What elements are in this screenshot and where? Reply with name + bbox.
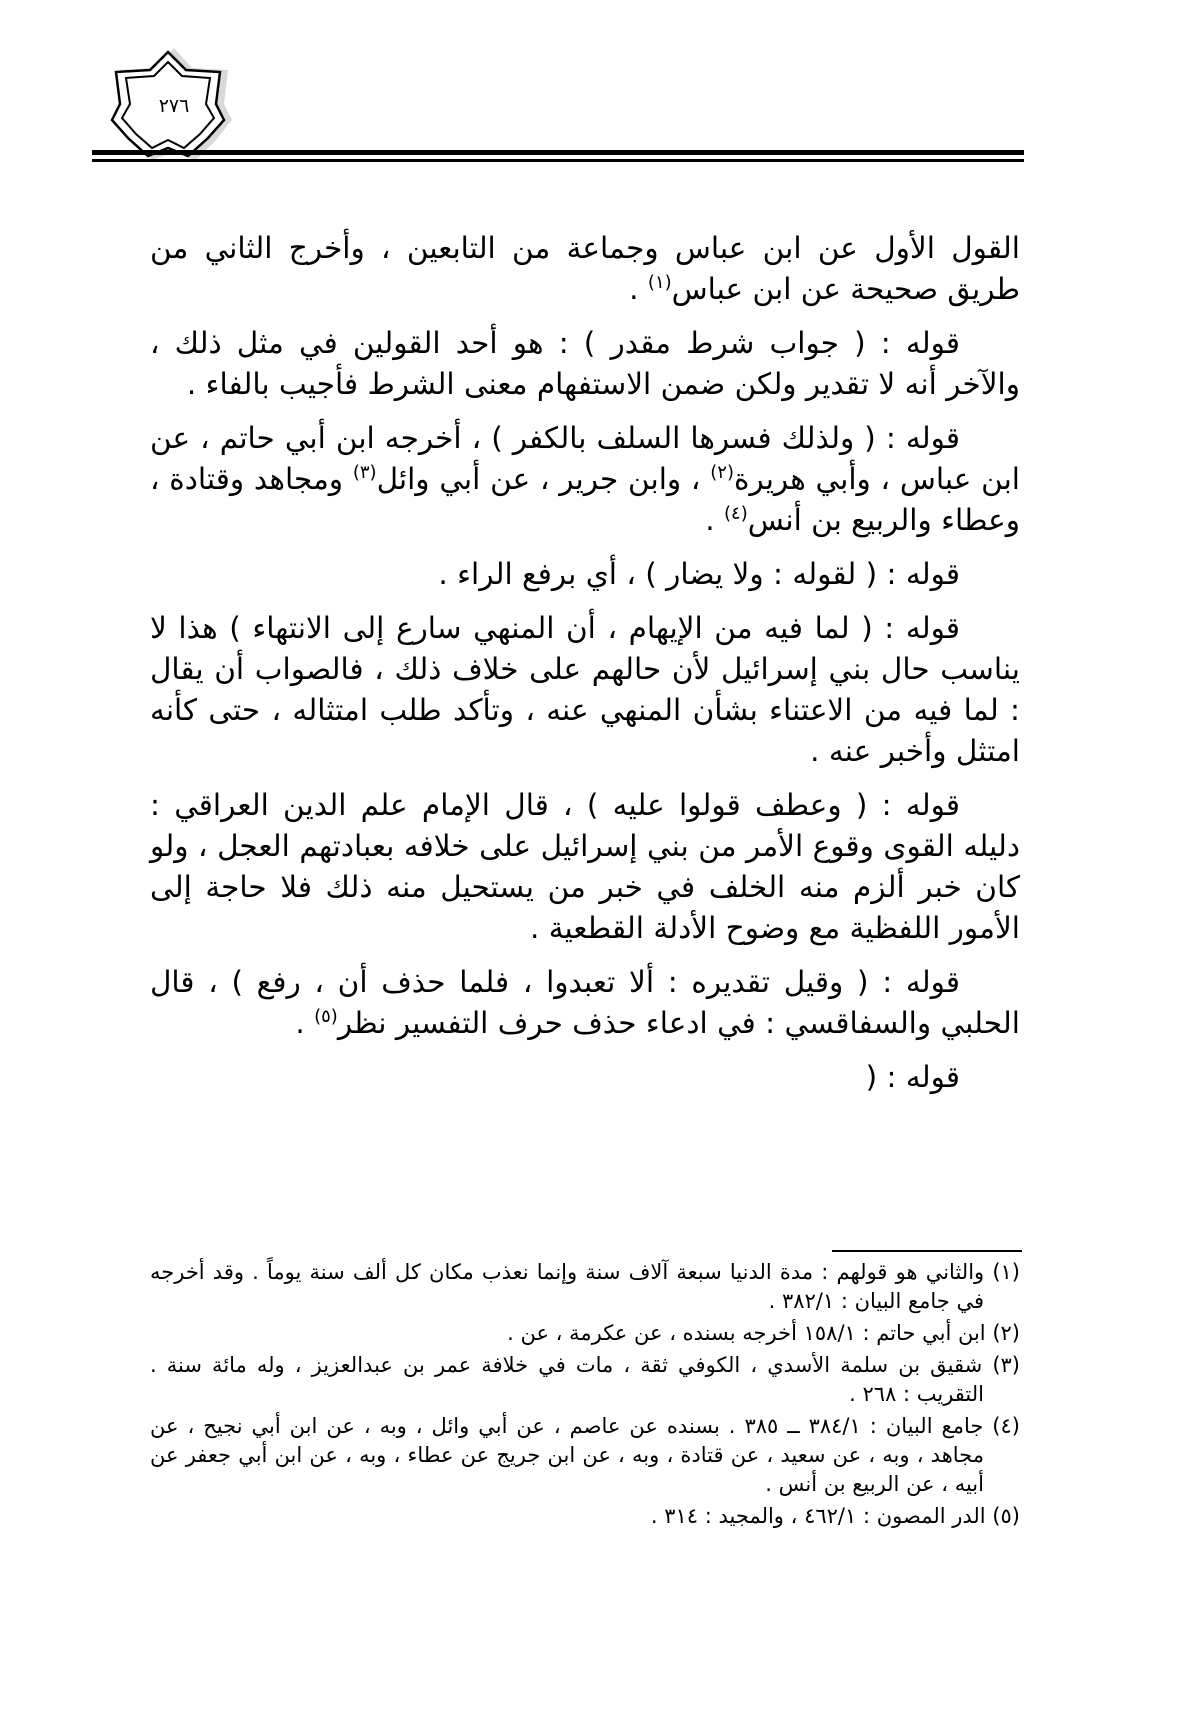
footnote-ref: (١) bbox=[647, 272, 672, 294]
footnotes bbox=[150, 1258, 1020, 1534]
paragraph-5: قوله : ( لما فيه من الإيهام ، أن المنهي سارع إلى الانتهاء ) هذا لا يناسب حال بني إسرائيل لأن حالهم على خلاف ذلك ، فالصواب أن يقال : لما فيه من الاعتناء بشأن المنهي عنه ، وتأكد طلب امتثاله ، حتى كأنه امتثل وأخبر عنه . bbox=[150, 611, 1020, 768]
footnote-ref: (٣) bbox=[352, 462, 377, 484]
footnote-ref: (٤) bbox=[724, 503, 748, 525]
footnote-ref: (٥) bbox=[314, 1006, 338, 1028]
paragraph-7: قوله : ( وقيل تقديره : ألا تعبدوا ، فلما حذف أن ، رفع ) ، قال الحلبي والسفاقسي : في ادعاء حذف حرف التفسير نظر$^{(٥)}$ . bbox=[150, 965, 1020, 1040]
page-number: ٢٧٦ bbox=[158, 95, 190, 117]
header-rule-top bbox=[92, 150, 1024, 155]
header-rule-bottom bbox=[92, 159, 1024, 162]
paragraph-4: قوله : ( لقوله : ولا يضار ) ، أي برفع الراء . bbox=[438, 557, 960, 591]
footnote-ref: (٢) bbox=[710, 462, 734, 484]
paragraph-3: قوله : ( ولذلك فسرها السلف بالكفر ) ، أخرجه ابن أبي حاتم ، عن ابن عباس ، وأبي هريرة$^{(٢)}$ ، وابن جرير ، عن أبي وائل$^{(٣)}$ ومجاهد وقتادة ، وعطاء والربيع بن أنس$^{(٤)}$ . bbox=[150, 421, 1020, 537]
footnote-2: (٢) ابن أبي حاتم : ١٥٨/١ أخرجه بسنده ، عن عكرمة ، عن . bbox=[507, 1321, 1020, 1345]
footnote-3: (٣) شقيق بن سلمة الأسدي ، الكوفي ثقة ، مات في خلافة عمر بن عبدالعزيز ، وله مائة سنة . التقريب : ٢٦٨ . bbox=[150, 1353, 1020, 1406]
footnote-4: (٤) جامع البيان : ٣٨٤/١ ــ ٣٨٥ . بسنده عن عاصم ، عن أبي وائل ، وبه ، عن ابن أبي نجيح ، عن مجاهد ، وبه ، عن سعيد ، عن قتادة ، وبه ، عن ابن جريج عن عطاء ، وبه ، عن ابن أبي جعفر عن أبيه ، عن الربيع بن أنس . bbox=[150, 1414, 1020, 1496]
footnote-1: (١) والثاني هو قولهم : مدة الدنيا سبعة آلاف سنة وإنما نعذب مكان كل ألف سنة يوماً . وقد أخرجه في جامع البيان : ٣٨٢/١ . bbox=[150, 1260, 1020, 1313]
paragraph-2: قوله : ( جواب شرط مقدر ) : هو أحد القولين في مثل ذلك ، والآخر أنه لا تقدير ولكن ضمن الاستفهام معنى الشرط فأجيب بالفاء . bbox=[150, 326, 1020, 401]
footnote-separator bbox=[832, 1250, 1022, 1252]
paragraph-8: قوله : ( bbox=[865, 1060, 960, 1094]
paragraph-1: القول الأول عن ابن عباس وجماعة من التابعين ، وأخرج الثاني من طريق صحيحة عن ابن عباس$^{(١)}$ . bbox=[150, 231, 1020, 306]
paragraph-6: قوله : ( وعطف قولوا عليه ) ، قال الإمام علم الدين العراقي : دليله القوى وقوع الأمر من بني إسرائيل على خلافه بعبادتهم العجل ، ولو كان خبر ألزم منه الخلف في خبر من يستحيل منه ذلك فلا حاجة إلى الأمور اللفظية مع وضوح الأدلة القطعية . bbox=[150, 788, 1020, 945]
page-number-badge bbox=[104, 44, 244, 164]
footnote-5: (٥) الدر المصون : ٤٦٢/١ ، والمجيد : ٣١٤ . bbox=[650, 1504, 1020, 1528]
main-text bbox=[150, 228, 1020, 1111]
